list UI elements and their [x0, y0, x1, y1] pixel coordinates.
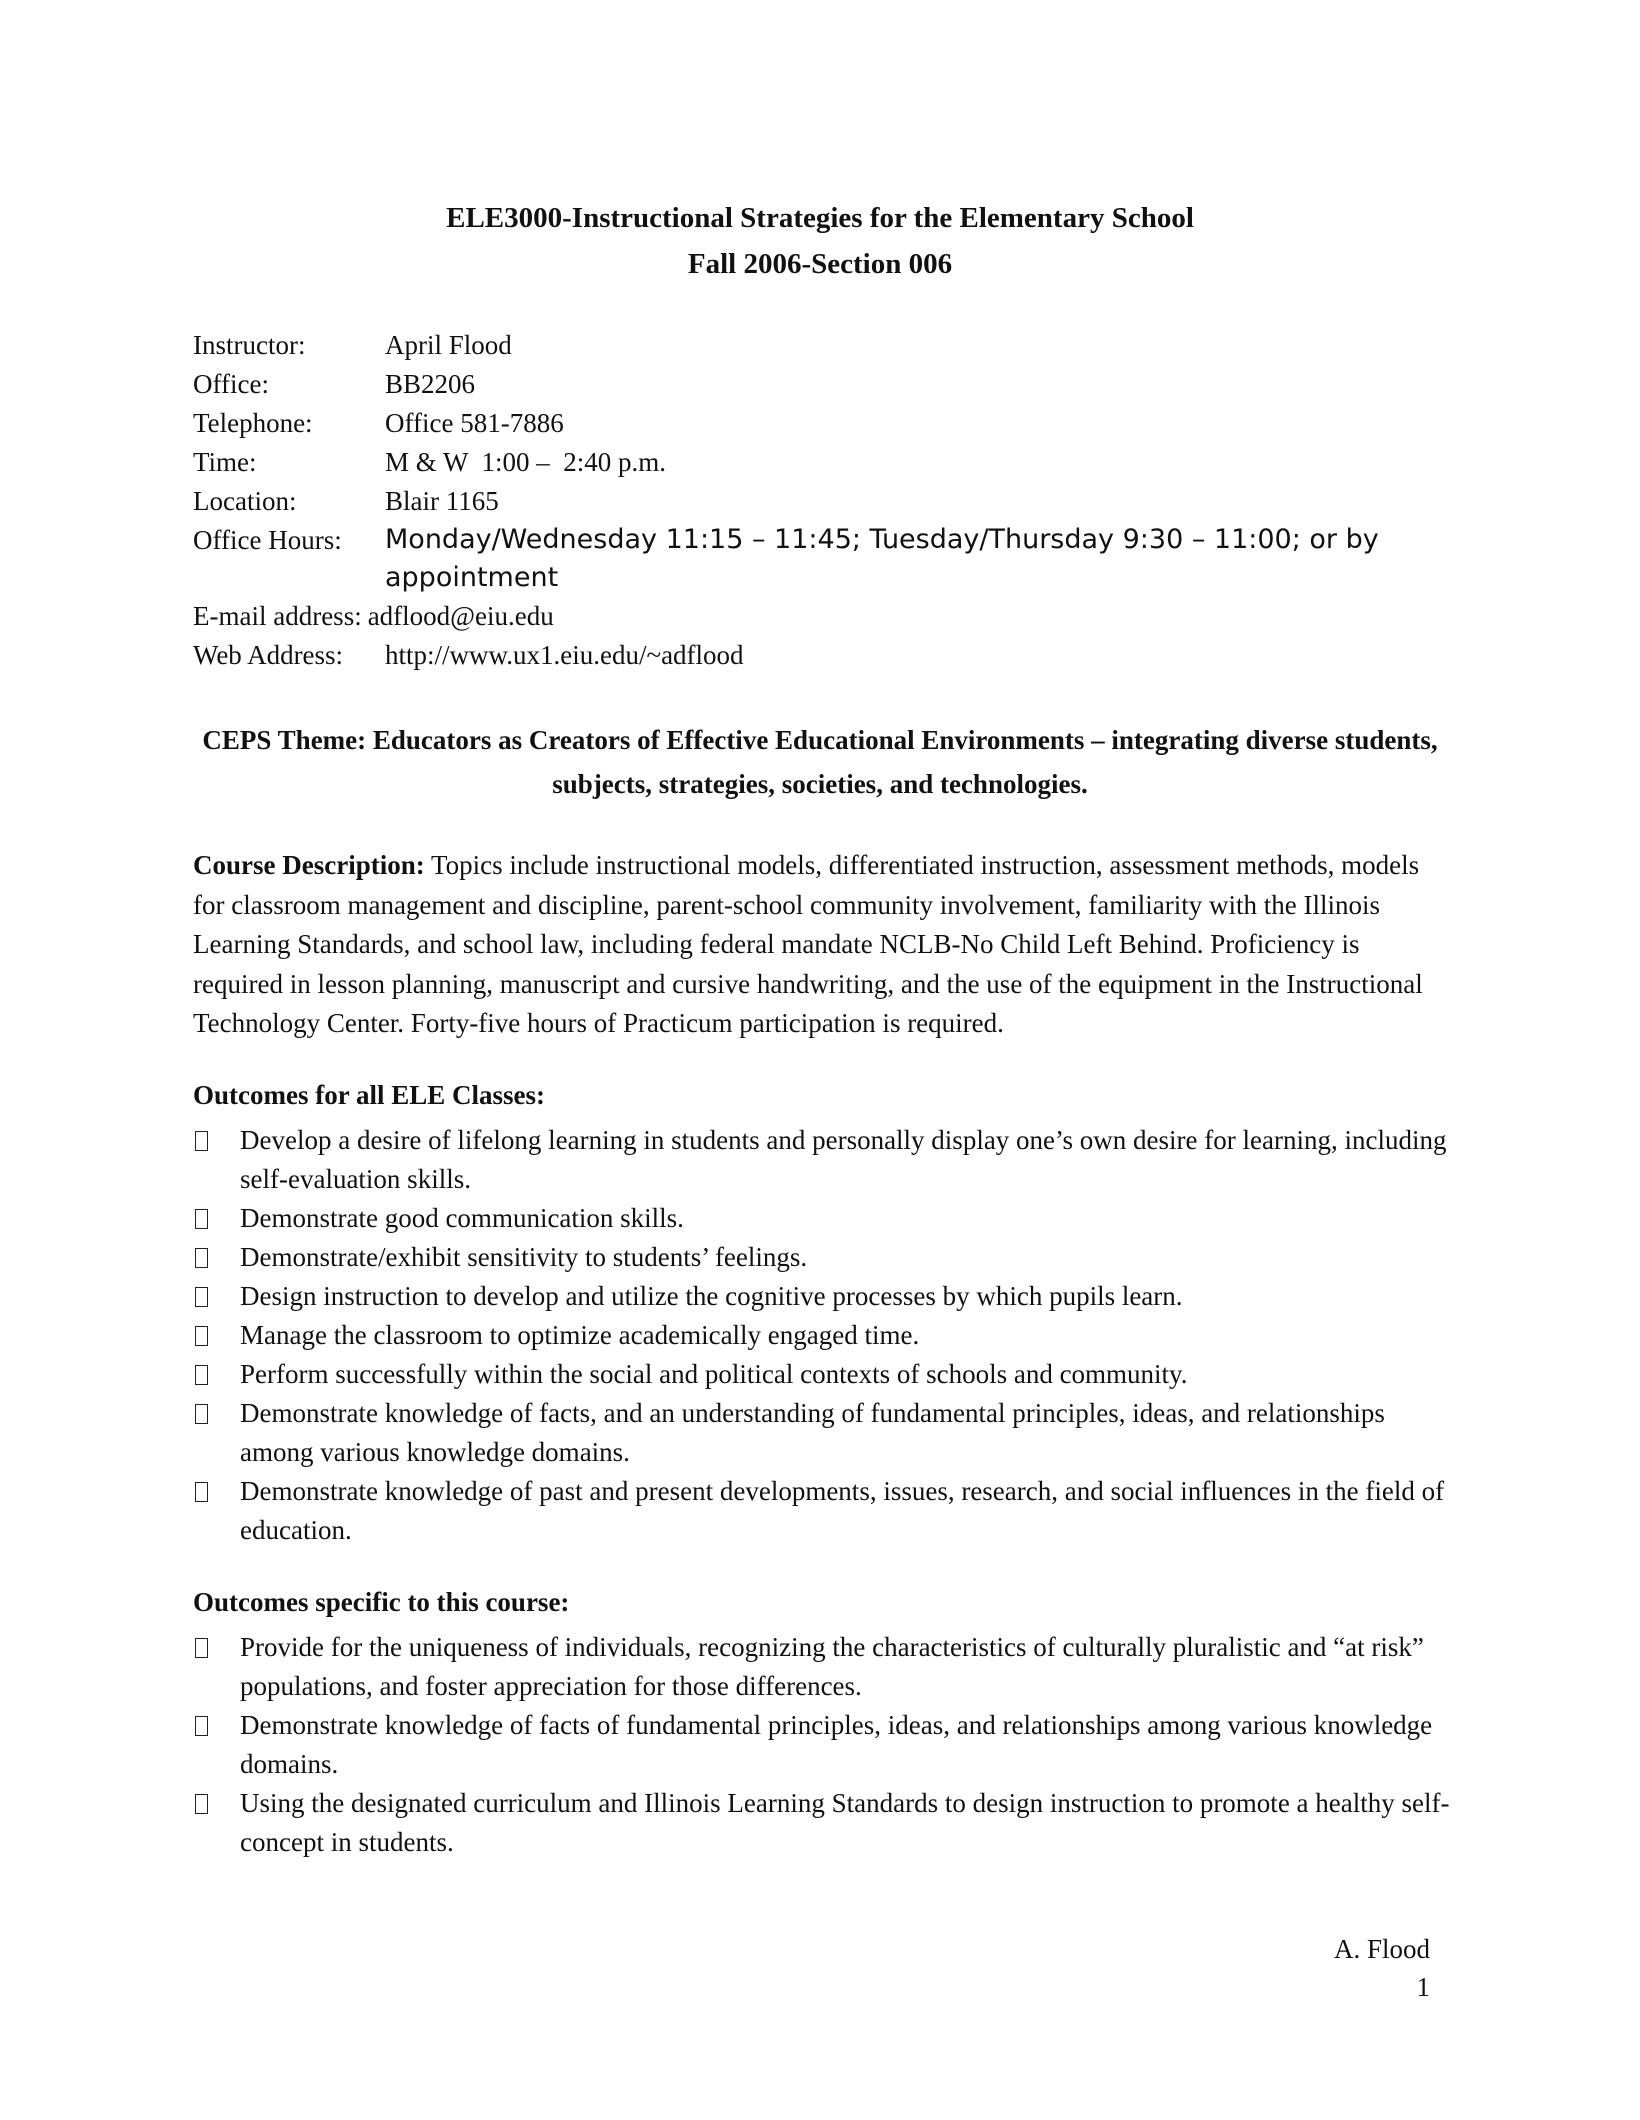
- list-item-text: Demonstrate knowledge of facts of fundamental principles, ideas, and relationships among various knowledge domains.: [240, 1710, 1433, 1779]
- checkbox-icon: [195, 1248, 208, 1268]
- outcomes-all-heading: Outcomes for all ELE Classes:: [193, 1080, 545, 1110]
- course-title: ELE3000-Instructional Strategies for the Elementary School: [446, 202, 1194, 234]
- office-value: BB2206: [385, 369, 476, 399]
- email-row: [193, 597, 1453, 636]
- list-item: [193, 1706, 1453, 1784]
- list-item-text: Using the designated curriculum and Illinois Learning Standards to design instruction to promote a healthy self-concept in students.: [240, 1788, 1450, 1857]
- checkbox-icon: [195, 1326, 208, 1346]
- list-item: [193, 1355, 1453, 1394]
- location-value: Blair 1165: [385, 486, 499, 516]
- checkbox-icon: [195, 1209, 208, 1229]
- telephone-label: Telephone:: [193, 408, 313, 438]
- office-row: [193, 365, 1453, 404]
- list-item: [193, 1199, 1453, 1238]
- list-item-text: Demonstrate knowledge of past and present developments, issues, research, and social influences in the field of education.: [240, 1476, 1445, 1545]
- list-item: [193, 1472, 1453, 1550]
- web-label: Web Address:: [193, 640, 344, 670]
- list-item: [193, 1238, 1453, 1277]
- checkbox-icon: [195, 1638, 208, 1658]
- email-link[interactable]: adflood@eiu.edu: [367, 601, 554, 631]
- outcomes-course-list: [193, 1628, 1453, 1862]
- instructor-row: [193, 326, 1453, 365]
- outcomes-all-list: [193, 1121, 1453, 1550]
- ceps-theme: CEPS Theme: Educators as Creators of Effective Educational Environments – integrating diverse students, subjects, strategies, societies, and technologies.: [202, 725, 1438, 799]
- course-description: [193, 846, 1453, 1044]
- list-item-text: Develop a desire of lifelong learning in students and personally display one’s own desire for learning, including self-evaluation skills.: [240, 1125, 1447, 1194]
- list-item-text: Perform successfully within the social and political contexts of schools and community.: [240, 1359, 1188, 1389]
- list-item: [193, 1784, 1453, 1862]
- checkbox-icon: [195, 1365, 208, 1385]
- office-hours-value: Monday/Wednesday 11:15 – 11:45; Tuesday/Thursday 9:30 – 11:00; or by appointment: [385, 524, 1379, 593]
- office-label: Office:: [193, 369, 269, 399]
- list-item: [193, 1277, 1453, 1316]
- course-description-heading: Course Description:: [193, 850, 425, 880]
- time-row: [193, 443, 1453, 482]
- location-label: Location:: [193, 486, 297, 516]
- list-item-text: Demonstrate/exhibit sensitivity to students’ feelings.: [240, 1242, 808, 1272]
- list-item-text: Demonstrate knowledge of facts, and an understanding of fundamental principles, ideas, and relationships among various knowledge domains.: [240, 1398, 1385, 1467]
- list-item: [193, 1394, 1453, 1472]
- time-label: Time:: [193, 447, 257, 477]
- time-value: M & W 1:00 – 2:40 p.m.: [385, 447, 667, 477]
- list-item: [193, 1121, 1453, 1199]
- instructor-label: Instructor:: [193, 330, 306, 360]
- list-item-text: Design instruction to develop and utilize the cognitive processes by which pupils learn.: [240, 1281, 1183, 1311]
- checkbox-icon: [195, 1287, 208, 1307]
- list-item-text: Provide for the uniqueness of individuals, recognizing the characteristics of culturally pluralistic and “at risk” populations, and foster appreciation for those differences.: [240, 1632, 1424, 1701]
- checkbox-icon: [195, 1131, 208, 1151]
- footer-author: A. Flood: [1333, 1934, 1430, 1964]
- list-item-text: Demonstrate good communication skills.: [240, 1203, 684, 1233]
- checkbox-icon: [195, 1404, 208, 1424]
- location-row: [193, 482, 1453, 521]
- course-info: [193, 326, 1453, 675]
- page-footer: [1334, 1930, 1430, 2006]
- office-hours-label: Office Hours:: [193, 525, 342, 555]
- list-item: [193, 1316, 1453, 1355]
- list-item-text: Manage the classroom to optimize academically engaged time.: [240, 1320, 920, 1350]
- email-label: E-mail address:: [193, 601, 362, 631]
- telephone-value: Office 581-7886: [385, 408, 564, 438]
- list-item: [193, 1628, 1453, 1706]
- telephone-row: [193, 404, 1453, 443]
- web-row: [193, 636, 1453, 675]
- checkbox-icon: [195, 1716, 208, 1736]
- outcomes-course-heading: Outcomes specific to this course:: [193, 1587, 570, 1617]
- office-hours-row: [193, 521, 1453, 597]
- checkbox-icon: [195, 1482, 208, 1502]
- page-number: 1: [1416, 1972, 1430, 2002]
- course-description-text: Topics include instructional models, differentiated instruction, assessment methods, models for classroom management and discipline, parent-school community involvement, familiarity with the Illinois Learning Standards, and school law, including federal mandate NCLB-No Child Left Behind. Proficiency is required in lesson planning, manuscript and cursive handwriting, and the use of the equipment in the Instructional Technology Center. Forty-five hours of Practicum participation is required.: [193, 850, 1423, 1038]
- instructor-value: April Flood: [385, 330, 512, 360]
- checkbox-icon: [195, 1794, 208, 1814]
- document-header: [0, 195, 1640, 287]
- web-link[interactable]: http://www.ux1.eiu.edu/~adflood: [385, 640, 744, 670]
- course-term: Fall 2006-Section 006: [687, 248, 953, 280]
